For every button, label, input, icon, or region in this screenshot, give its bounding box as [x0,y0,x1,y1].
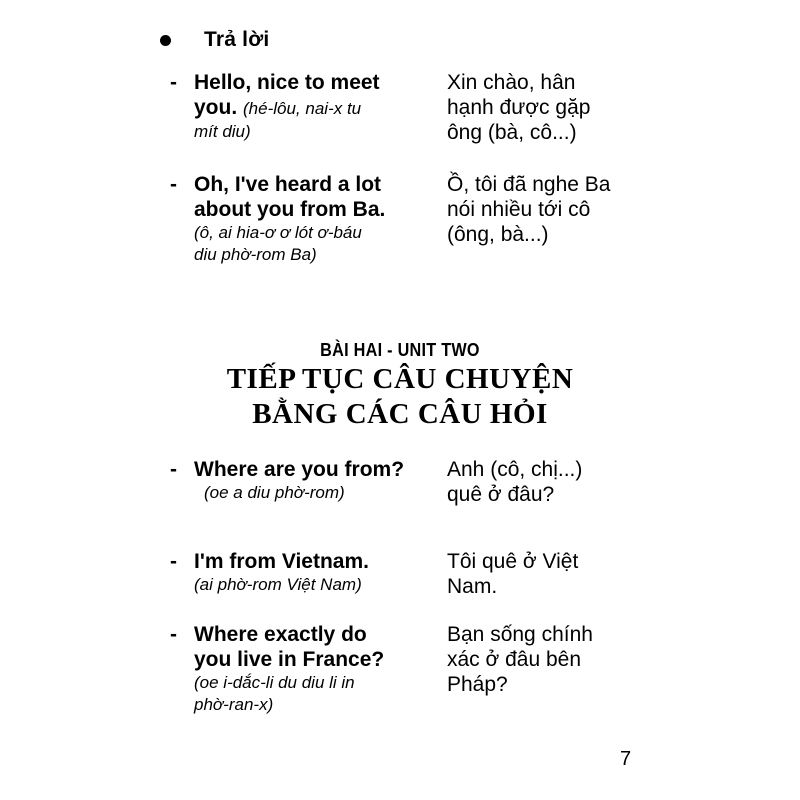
english-phrase: Where exactly do you live in France? [194,623,385,671]
entry-dash: - [170,550,177,573]
vietnamese-translation: Anh (cô, chị...) quê ở đâu? [447,458,583,506]
english-phrase: Where are you from? [194,458,405,481]
pronunciation-guide: (oe a diu phờ-rom) [204,483,345,502]
vietnamese-translation: Tôi quê ở Việt Nam. [447,550,579,598]
unit-title-line-2: BẰNG CÁC CÂU HỎI [252,398,548,430]
english-phrase: I'm from Vietnam. [194,550,369,573]
english-phrase: Hello, nice to meet [194,71,380,94]
pronunciation-guide: (oe i-dắc-li du diu li in phờ-ran-x) [194,673,355,714]
unit-label: BÀI HAI - UNIT TWO [320,340,480,360]
pronunciation-guide: (hé-lôu, nai-x tu [243,99,362,118]
section-heading-text: Trả lời [204,28,270,51]
entry-dash: - [170,623,177,646]
bullet-icon [160,35,171,46]
entry-dash: - [170,173,177,196]
vietnamese-translation: Bạn sống chính xác ở đâu bên Pháp? [447,623,593,696]
pronunciation-guide-continued: mít diu) [194,122,251,141]
entry-dash: - [170,71,177,94]
unit-title-line-1: TIẾP TỤC CÂU CHUYỆN [226,363,574,395]
english-phrase-block [194,457,444,504]
english-phrase-continued: you. [194,96,238,119]
vietnamese-translation: Ồ, tôi đã nghe Ba nói nhiều tới cô (ông, bà...) [447,173,611,246]
pronunciation-guide: (ai phờ-rom Việt Nam) [194,575,362,594]
english-phrase-block [194,622,434,716]
english-phrase-block [194,70,434,143]
pronunciation-guide: (ô, ai hia-ơ ơ lót ơ-báu diu phờ-rom Ba) [194,223,362,264]
entry-dash: - [170,458,177,481]
english-phrase-block [194,549,434,596]
english-phrase: Oh, I've heard a lot about you from Ba. [194,173,386,221]
page-number: 7 [620,748,632,770]
english-phrase-block [194,172,434,266]
vietnamese-translation: Xin chào, hân hạnh được gặp ông (bà, cô...) [447,71,591,144]
section-heading [160,28,269,52]
